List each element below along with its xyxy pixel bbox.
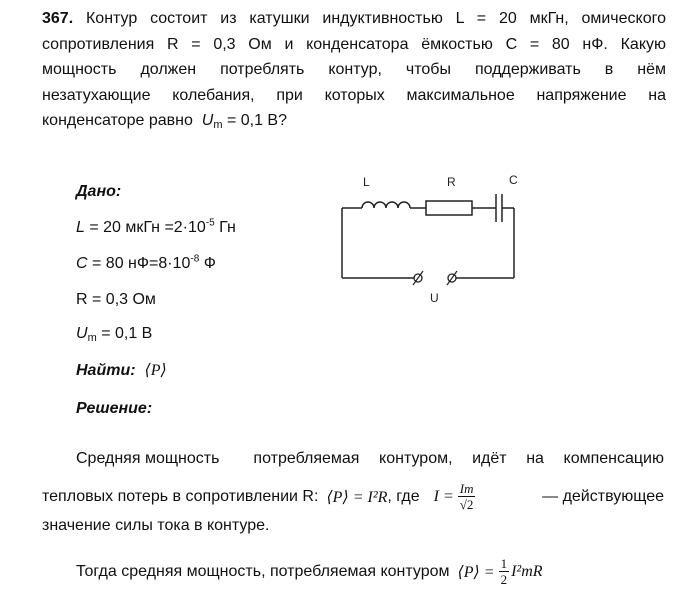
resistor [426, 201, 472, 215]
find-target: ⟨P⟩ [144, 362, 167, 379]
label-C: C [509, 173, 518, 187]
problem-text-1: Контур состоит из катушки индуктивностью L = 20 мкГн, омического [85, 10, 666, 27]
given-L-exp: -5 [205, 217, 215, 229]
formula-avg-power-rhs: I²mR [511, 563, 543, 580]
solution-line-3: значение силы тока в контуре. [42, 517, 270, 534]
solution-text-4a: Тогда средняя мощность, потребляемая контуром [76, 563, 450, 580]
given-C-text: = 80 нФ=8·10 [92, 255, 191, 272]
problem-line-4: незатухающие колебания, при которых максимальное напряжение на [42, 86, 666, 104]
formula-avg-power-lhs: ⟨P⟩ = [457, 564, 495, 581]
problem-value-5: = 0,1 В? [226, 112, 287, 129]
fraction-Im-sqrt2 [458, 482, 476, 512]
solution-text-1b: потребляемая контуром, идёт на компенсацию [253, 450, 664, 467]
formula-power: ⟨P⟩ = I²R [326, 489, 388, 506]
given-L [76, 219, 236, 237]
label-U: U [430, 291, 439, 305]
label-L: L [363, 175, 370, 189]
var-Um: U [76, 325, 88, 342]
var-L: L [76, 219, 85, 236]
problem-line-5 [42, 108, 666, 136]
problem-line-2: сопротивления R = 0,3 Ом и конденсатора ёмкостью С = 80 нФ. Какую [42, 35, 666, 53]
given-U [76, 325, 152, 343]
solution-text-2b: , где [387, 488, 420, 505]
given-L-text: = 20 мкГн =2·10 [89, 219, 206, 236]
given-R: R = 0,3 Ом [76, 291, 156, 308]
fraction-denominator: √2 [459, 497, 474, 512]
fraction-half-num: 1 [500, 556, 508, 571]
solution-line-2 [42, 482, 664, 512]
sub-m-given: m [87, 332, 97, 344]
solution-line-4 [76, 557, 543, 587]
solution-text-1a: Средняя мощность [76, 450, 220, 467]
problem-text-5: конденсаторе равно [42, 112, 193, 129]
given-C-unit: Ф [203, 255, 216, 272]
fraction-one-half [499, 557, 510, 587]
given-U-text: = 0,1 В [101, 325, 153, 342]
problem-line-3: мощность должен потреблять контур, чтобы поддерживать в нём [42, 61, 666, 78]
problem-number: 367. [42, 10, 74, 27]
formula-I: I = [433, 488, 454, 505]
sub-m: m [213, 119, 223, 131]
solution-heading: Решение: [76, 400, 153, 417]
solution-text-1b-wrap [253, 450, 664, 468]
given-C-exp: -8 [190, 253, 200, 265]
problem-line-1 [42, 6, 666, 32]
given-L-unit: Гн [219, 219, 236, 236]
solution-line-1 [76, 450, 664, 468]
solution-text-2a: тепловых потерь в сопротивлении R: [42, 488, 319, 505]
given-C [76, 255, 216, 273]
find-row [76, 360, 167, 380]
fraction-half-den: 2 [500, 572, 508, 587]
inductor-coil [362, 202, 410, 208]
label-R: R [447, 175, 456, 189]
problem-statement [42, 6, 666, 136]
find-heading: Найти: [76, 362, 136, 379]
fraction-numerator: Im [459, 481, 474, 496]
var-u: U [201, 112, 214, 129]
circuit-diagram [330, 168, 530, 308]
given-heading: Дано: [76, 183, 122, 200]
solution-text-2c: — действующее [542, 488, 664, 505]
var-C: С [76, 255, 88, 272]
